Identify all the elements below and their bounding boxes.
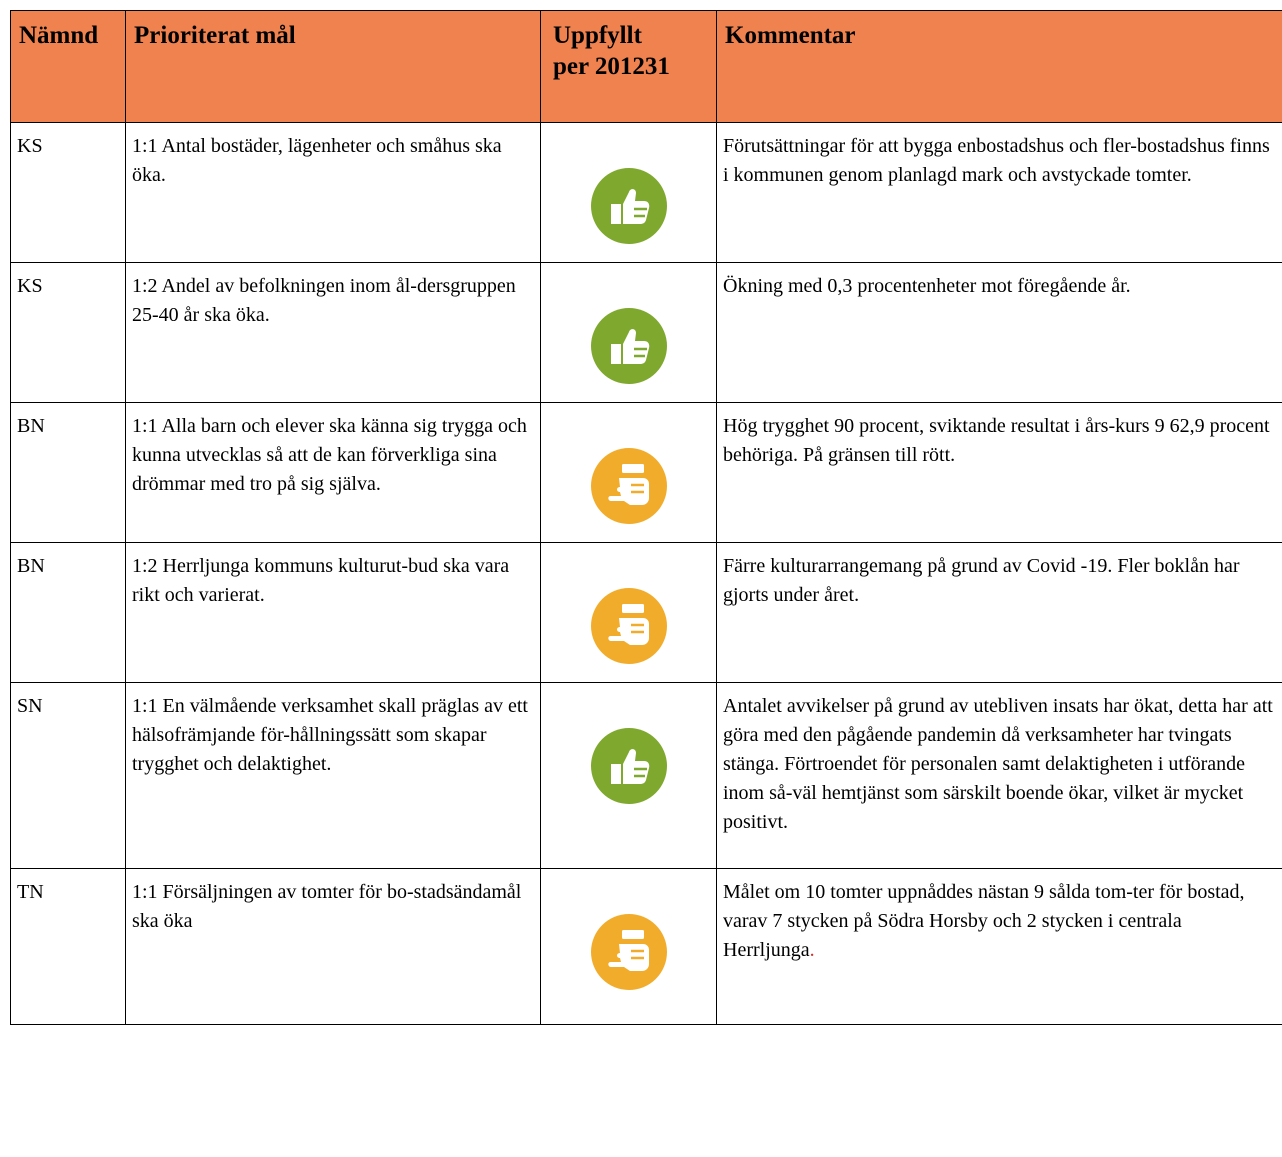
namnd-cell: SN [11, 683, 126, 869]
namnd-cell: KS [11, 123, 126, 263]
namnd-cell: KS [11, 263, 126, 403]
status-cell [541, 543, 717, 683]
header-namnd: Nämnd [11, 11, 126, 123]
table-row [11, 263, 1282, 403]
thumbs-up-icon [589, 726, 669, 806]
thumbs-sideways-icon [589, 912, 669, 992]
status-cell [541, 403, 717, 543]
status-cell [541, 683, 717, 869]
goal-cell: 1:1 En välmående verksamhet skall präglas av ett hälsofrämjande för-hållningssätt som skapar trygghet och delaktighet. [126, 683, 541, 869]
header-uppfyllt-line1: Uppfyllt [553, 22, 642, 49]
table-row [11, 403, 1282, 543]
comment-cell: Färre kulturarrangemang på grund av Covid -19. Fler boklån har gjorts under året. [717, 543, 1282, 683]
comment-cell: Hög trygghet 90 procent, sviktande resultat i års-kurs 9 62,9 procent behöriga. På gränsen till rött. [717, 403, 1282, 543]
thumbs-up-icon [589, 166, 669, 246]
goal-cell: 1:2 Herrljunga kommuns kulturut-bud ska vara rikt och varierat. [126, 543, 541, 683]
header-prioriterat-mal: Prioriterat mål [126, 11, 541, 123]
namnd-cell: BN [11, 403, 126, 543]
table-row [11, 543, 1282, 683]
status-cell [541, 869, 717, 1025]
comment-cell [717, 869, 1282, 1025]
thumbs-sideways-icon [589, 446, 669, 526]
comment-trailing-dot: . [809, 939, 815, 961]
table-row [11, 869, 1282, 1025]
goal-cell: 1:1 Alla barn och elever ska känna sig trygga och kunna utvecklas så att de kan förverkliga sina drömmar med tro på sig själva. [126, 403, 541, 543]
goal-cell: 1:1 Försäljningen av tomter för bo-stadsändamål ska öka [126, 869, 541, 1025]
namnd-cell: BN [11, 543, 126, 683]
comment-text: Målet om 10 tomter uppnåddes nästan 9 sålda tom-ter för bostad, varav 7 stycken på Södra Horsby och 2 stycken i centrala Herrljunga [723, 881, 1245, 961]
namnd-cell: TN [11, 869, 126, 1025]
thumbs-up-icon [589, 306, 669, 386]
header-kommentar: Kommentar [717, 11, 1282, 123]
goals-table [10, 10, 1282, 1025]
header-uppfyllt-line2: per 201231 [553, 53, 670, 80]
header-uppfyllt [541, 11, 717, 123]
goal-cell: 1:2 Andel av befolkningen inom ål-dersgruppen 25-40 år ska öka. [126, 263, 541, 403]
table-row [11, 683, 1282, 869]
comment-cell: Antalet avvikelser på grund av utebliven insats har ökat, detta har att göra med den pågående pandemin då verksamheter har tvingats stänga. Förtroendet för personalen samt delaktigheten i utförande inom så-väl hemtjänst som särskilt boende ökar, vilket är mycket positivt. [717, 683, 1282, 869]
table-header-row [11, 11, 1282, 123]
comment-cell: Ökning med 0,3 procentenheter mot föregående år. [717, 263, 1282, 403]
comment-cell: Förutsättningar för att bygga enbostadshus och fler-bostadshus finns i kommunen genom planlagd mark och avstyckade tomter. [717, 123, 1282, 263]
thumbs-sideways-icon [589, 586, 669, 666]
status-cell [541, 123, 717, 263]
table-row [11, 123, 1282, 263]
goal-cell: 1:1 Antal bostäder, lägenheter och småhus ska öka. [126, 123, 541, 263]
status-cell [541, 263, 717, 403]
